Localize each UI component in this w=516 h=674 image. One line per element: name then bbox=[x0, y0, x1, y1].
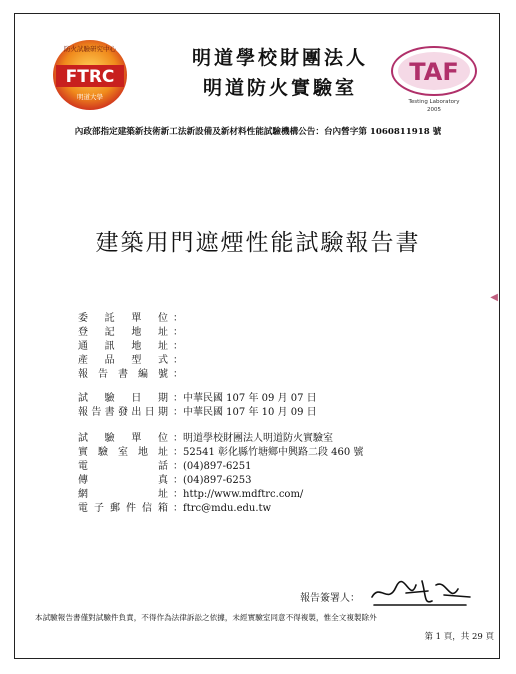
field-value: 中華民國 107 年 09 月 07 日 bbox=[183, 393, 317, 404]
field-value: 52541 彰化縣竹塘鄉中興路二段 460 號 bbox=[183, 447, 364, 458]
org-titles bbox=[165, 43, 395, 103]
taf-logo-number: 2005 bbox=[427, 107, 441, 113]
field-colon: ： bbox=[173, 355, 183, 366]
field-label: 試 驗 單 位 bbox=[78, 433, 168, 444]
field-value: 中華民國 107 年 10 月 09 日 bbox=[183, 407, 317, 418]
field-label: 電 話 bbox=[78, 461, 168, 472]
field-colon: ： bbox=[173, 341, 183, 352]
field-label: 報 告 書 發 出 日 期 bbox=[78, 407, 168, 418]
ftrc-logo-top: 防火試驗研究中心 bbox=[64, 45, 116, 53]
field-colon: ： bbox=[173, 433, 183, 444]
signature-label: 報告簽署人： bbox=[300, 593, 360, 604]
signature-mark bbox=[366, 575, 476, 611]
field-colon: ： bbox=[173, 475, 183, 486]
field-colon: ： bbox=[173, 461, 183, 472]
field-label: 試 驗 日 期 bbox=[78, 393, 168, 404]
field-label: 委 託 單 位 bbox=[78, 313, 168, 324]
field-label: 報 告 書 編 號 bbox=[78, 369, 168, 380]
field-value: (04)897-6251 bbox=[183, 461, 252, 472]
field-colon: ： bbox=[173, 489, 183, 500]
field-value: 明道學校財團法人明道防火實驗室 bbox=[183, 433, 333, 444]
taf-logo-main: TAF bbox=[409, 58, 459, 86]
field-colon: ： bbox=[173, 503, 183, 514]
org-title-line1: 明道學校財團法人 bbox=[191, 47, 368, 69]
ftrc-logo-main: FTRC bbox=[65, 67, 115, 87]
taf-logo-caption: Testing Laboratory bbox=[408, 99, 460, 105]
field-label: 產 品 型 式 bbox=[78, 355, 168, 366]
field-value: (04)897-6253 bbox=[183, 475, 252, 486]
document-title: 建築用門遮煙性能試驗報告書 bbox=[95, 230, 421, 256]
taf-logo bbox=[388, 43, 480, 113]
field-value: http://www.mdftrc.com/ bbox=[183, 489, 304, 500]
field-colon: ： bbox=[173, 313, 183, 324]
field-label: 電 子 郵 件 信 箱 bbox=[78, 503, 168, 514]
field-colon: ： bbox=[173, 369, 183, 380]
ftrc-logo-bottom: 明道大學 bbox=[77, 93, 103, 101]
edge-marker-icon: ◀ bbox=[490, 292, 498, 303]
signature-block bbox=[300, 575, 480, 611]
field-label: 傳 真 bbox=[78, 475, 168, 486]
ftrc-logo bbox=[50, 35, 130, 113]
field-label: 實 驗 室 地 址 bbox=[78, 447, 168, 458]
field-colon: ： bbox=[173, 407, 183, 418]
page-number: 第 1 頁，共 29 頁 bbox=[424, 632, 494, 642]
footer-disclaimer: 本試驗報告書僅對試驗件負責，不得作為法律訴訟之依據，未經實驗室同意不得複製，惟全文複製除外 bbox=[35, 613, 377, 622]
designation-notice: 內政部指定建築新技術新工法新設備及新材料性能試驗機構公告：台內營字第 1060811918 號 bbox=[74, 127, 442, 137]
report-header bbox=[50, 35, 480, 115]
field-colon: ： bbox=[173, 327, 183, 338]
org-title-line2: 明道防火實驗室 bbox=[202, 77, 357, 99]
field-label: 登 記 地 址 bbox=[78, 327, 168, 338]
field-colon: ： bbox=[173, 393, 183, 404]
field-value: ftrc@mdu.edu.tw bbox=[183, 503, 272, 514]
field-colon: ： bbox=[173, 447, 183, 458]
field-label: 通 訊 地 址 bbox=[78, 341, 168, 352]
field-label: 網 址 bbox=[78, 489, 168, 500]
